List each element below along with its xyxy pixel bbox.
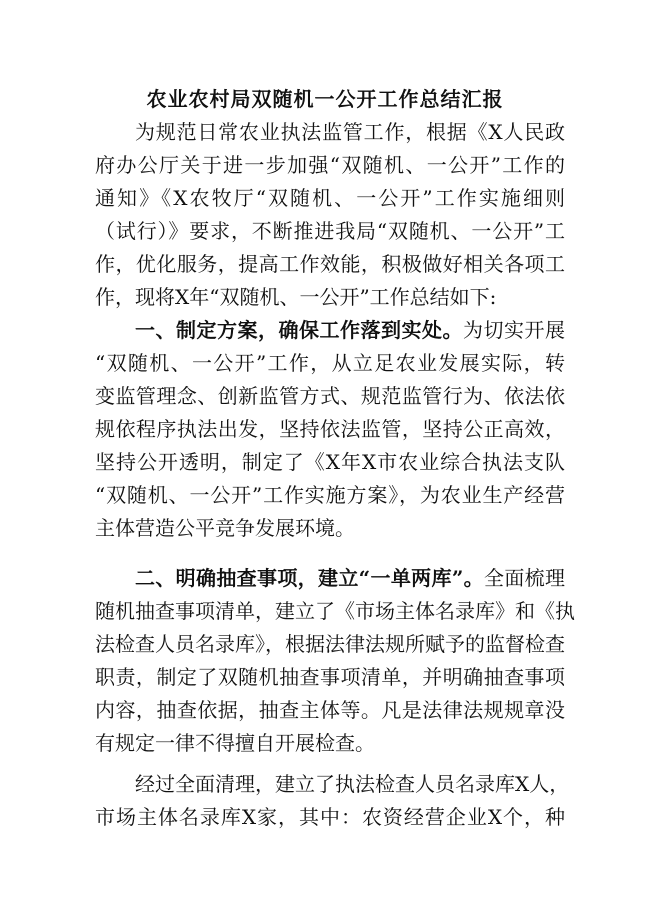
paragraph-line: 规依程序执法出发，坚持依法监管，坚持公正高效，	[95, 417, 565, 441]
paragraph-line: 通知》《X农牧厅“双随机、一公开”工作实施细则	[95, 186, 565, 210]
paragraph-line: 有规定一律不得擅自开展检查。	[95, 731, 375, 755]
paragraph-line: “双随机、一公开”工作实施方案》，为农业生产经营	[95, 483, 565, 507]
paragraph-line: 府办公厅关于进一步加强“双随机、一公开”工作的	[95, 153, 565, 177]
paragraph-line: 为规范日常农业执法监管工作，根据《X人民政	[135, 120, 565, 144]
paragraph-line: 经过全面清理，建立了执法检查人员名录库X人，	[135, 772, 570, 796]
section-1-first-text: 为切实开展	[463, 318, 565, 342]
section-2-first-line	[135, 560, 565, 596]
paragraph-line: 随机抽查事项清单，建立了《市场主体名录库》和《执	[95, 599, 575, 623]
paragraph-line: 变监管理念、创新监管方式、规范监管行为、依法依	[95, 384, 565, 408]
paragraph-line: 职责，制定了双随机抽查事项清单，并明确抽查事项	[95, 665, 565, 689]
section-2-heading: 二、明确抽查事项，建立“一单两库”。	[135, 566, 484, 590]
section-2-first-text: 全面梳理	[484, 566, 565, 590]
paragraph-line: “双随机、一公开”工作，从立足农业发展实际，转	[95, 351, 565, 375]
section-1-first-line	[135, 312, 565, 348]
section-1-heading: 一、制定方案，确保工作落到实处。	[135, 318, 463, 342]
paragraph-line: 市场主体名录库X家，其中：农资经营企业X个，种	[95, 805, 565, 829]
paragraph-line: （试行）》要求，不断推进我局“双随机、一公开”工	[95, 219, 565, 243]
paragraph-line: 作，优化服务，提高工作效能，积极做好相关各项工	[95, 252, 565, 276]
paragraph-line: 主体营造公平竞争发展环境。	[95, 516, 355, 540]
paragraph-line: 法检查人员名录库》，根据法律法规所赋予的监督检查	[95, 632, 565, 656]
paragraph-line: 作，现将X年“双随机、一公开”工作总结如下:	[95, 285, 497, 309]
paragraph-line: 内容，抽查依据，抽查主体等。凡是法律法规规章没	[95, 698, 565, 722]
paragraph-line: 坚持公开透明，制定了《X年X市农业综合执法支队	[95, 450, 565, 474]
document-title: 农业农村局双随机一公开工作总结汇报	[146, 87, 504, 111]
